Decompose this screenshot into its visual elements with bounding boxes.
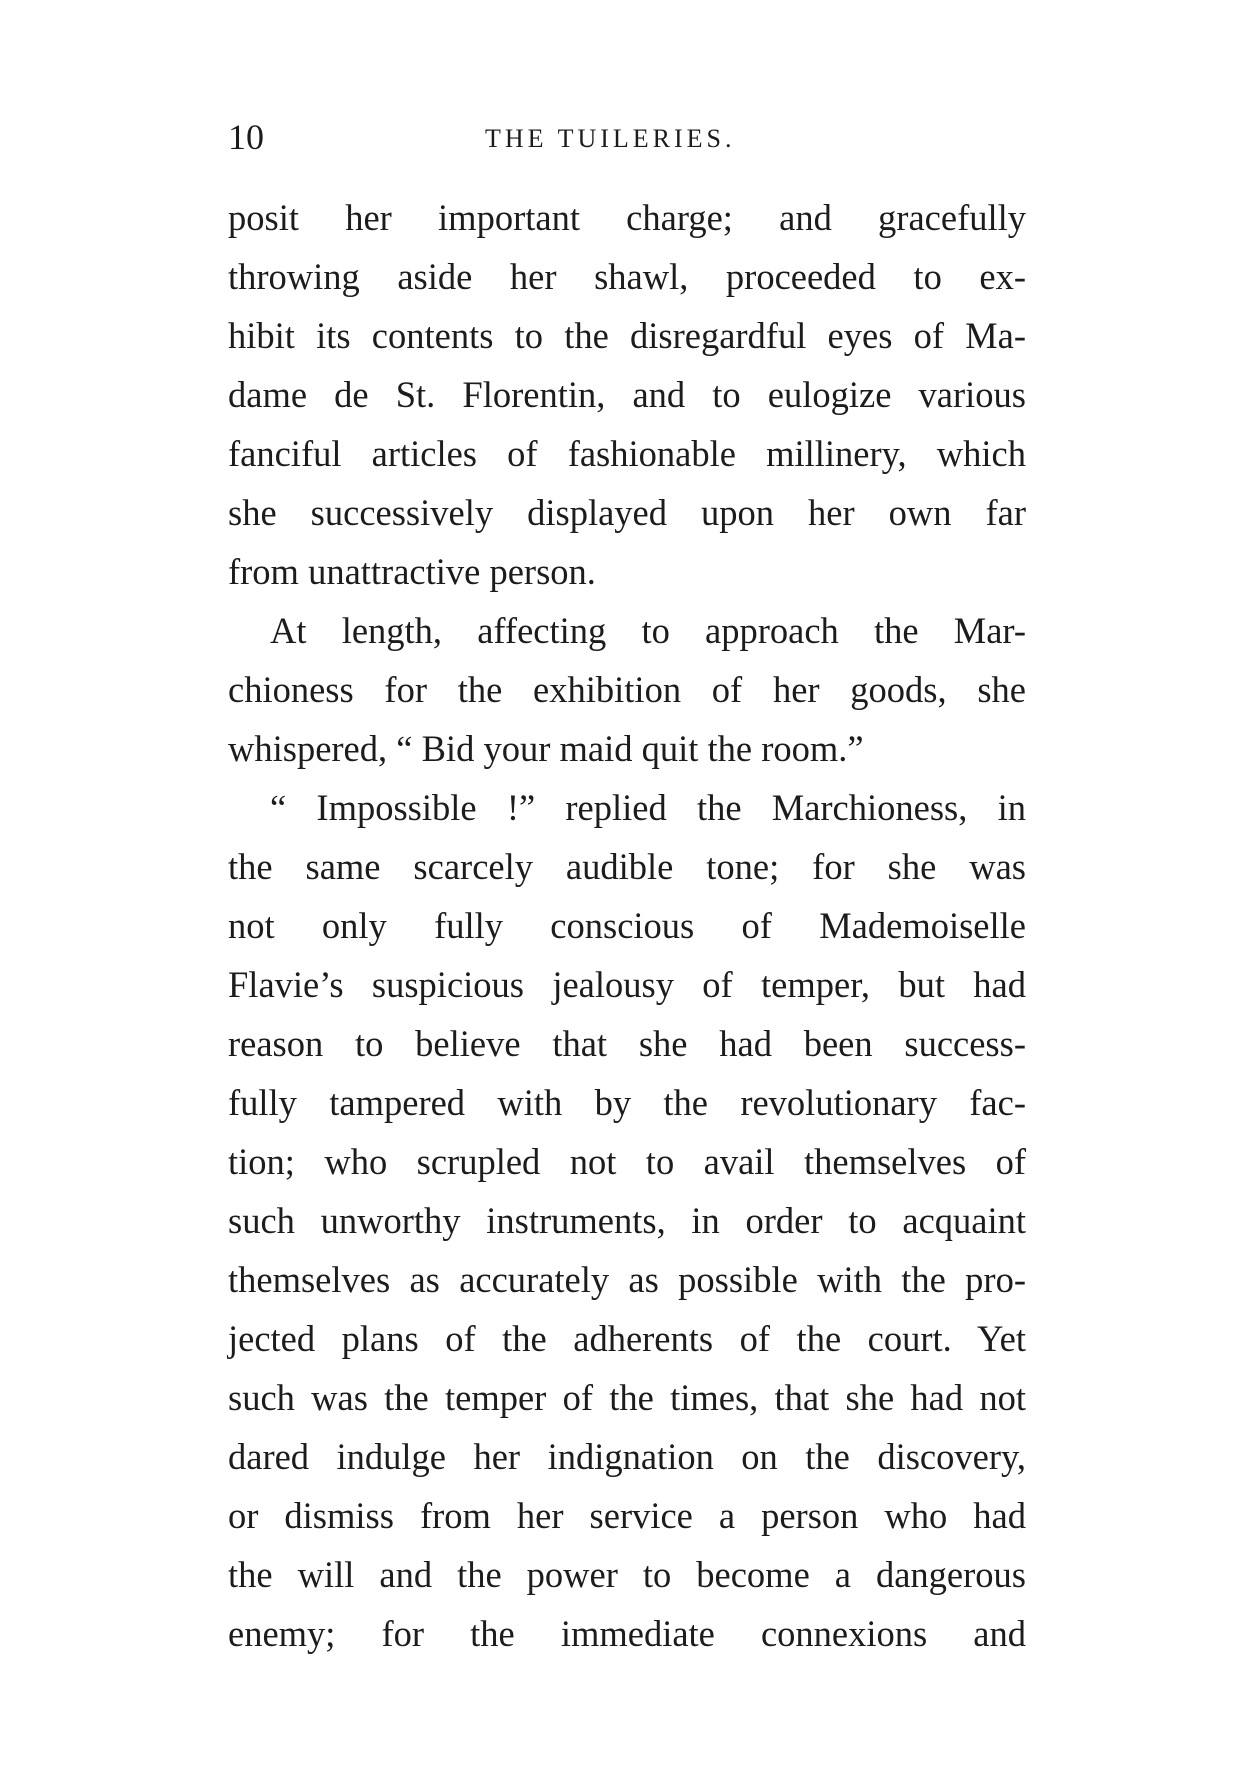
text-line: throwing aside her shawl, proceeded to ex- — [228, 256, 1026, 297]
text-line: or dismiss from her service a person who had — [228, 1495, 1026, 1536]
text-line: posit her important charge; and gracefully — [228, 197, 1026, 238]
text-line: At length, affecting to approach the Mar- — [270, 610, 1026, 651]
text-line: the will and the power to become a dangerous — [228, 1554, 1026, 1595]
running-title: THE TUILERIES. — [485, 124, 736, 153]
text-line: hibit its contents to the disregardful eyes of Ma- — [228, 315, 1026, 356]
text-line: she successively displayed upon her own far — [228, 492, 1026, 533]
text-line: chioness for the exhibition of her goods, she — [228, 669, 1026, 710]
text-line: “ Impossible !” replied the Marchioness, in — [270, 787, 1026, 828]
text-line: themselves as accurately as possible with the pro- — [228, 1259, 1026, 1300]
text-line: not only fully conscious of Mademoiselle — [228, 905, 1026, 946]
text-line: fanciful articles of fashionable millinery, which — [228, 433, 1026, 474]
text-line: from unattractive person. — [228, 551, 596, 592]
page-header — [228, 112, 1028, 162]
text-line: jected plans of the adherents of the court. Yet — [228, 1318, 1026, 1359]
body-text — [228, 188, 1026, 1663]
text-line: Flavie’s suspicious jealousy of temper, but had — [228, 964, 1026, 1005]
page-number: 10 — [228, 117, 264, 157]
text-line: the same scarcely audible tone; for she was — [228, 846, 1026, 887]
text-line: whispered, “ Bid your maid quit the room.” — [228, 728, 864, 769]
text-line: tion; who scrupled not to avail themselves of — [228, 1141, 1026, 1182]
text-line: such unworthy instruments, in order to acquaint — [228, 1200, 1026, 1241]
text-line: dame de St. Florentin, and to eulogize various — [228, 374, 1026, 415]
text-line: such was the temper of the times, that she had not — [228, 1377, 1026, 1418]
text-line: enemy; for the immediate connexions and — [228, 1613, 1026, 1654]
text-line: reason to believe that she had been success- — [228, 1023, 1026, 1064]
text-line: fully tampered with by the revolutionary fac- — [228, 1082, 1026, 1123]
text-line: dared indulge her indignation on the discovery, — [228, 1436, 1026, 1477]
